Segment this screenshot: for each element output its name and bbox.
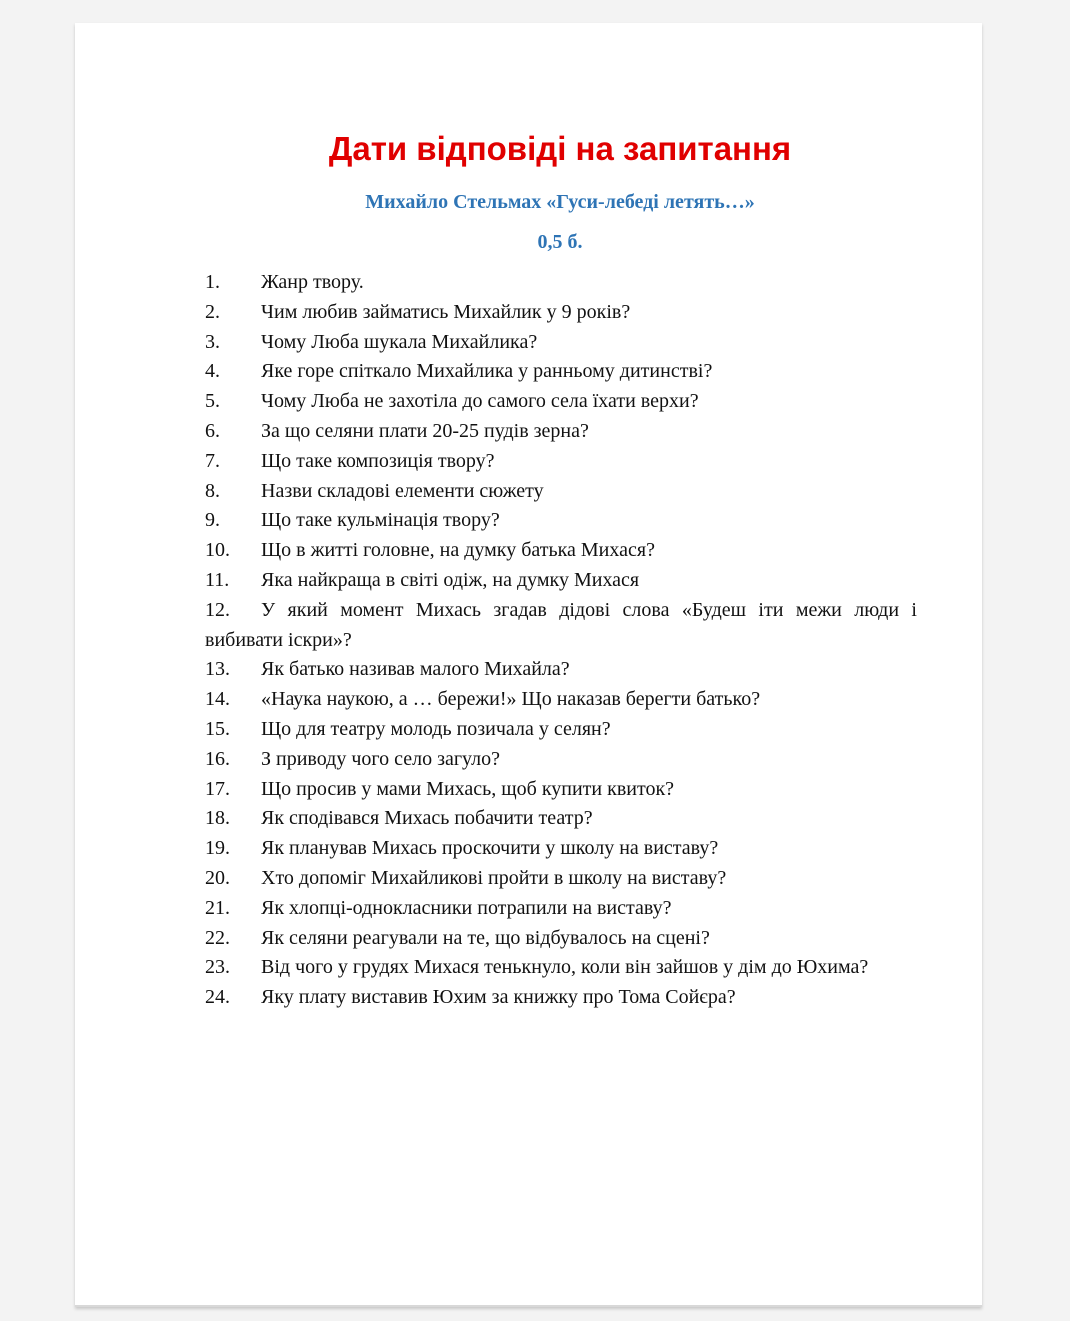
list-item xyxy=(205,477,917,507)
question-number: 22. xyxy=(205,926,230,949)
question-number: 12. xyxy=(205,598,230,621)
list-item xyxy=(205,864,917,894)
question-number: 21. xyxy=(205,896,230,919)
question-text: Хто допоміг Михайликові пройти в школу на виставу? xyxy=(261,866,727,889)
question-text: Як батько називав малого Михайла? xyxy=(261,658,570,681)
question-text: Яку плату виставив Юхим за книжку про Тома Сойєра? xyxy=(261,986,736,1009)
list-item xyxy=(205,983,917,1013)
question-number: 11. xyxy=(205,568,230,591)
list-item xyxy=(205,834,917,864)
question-number: 4. xyxy=(205,360,220,383)
question-number: 3. xyxy=(205,330,220,353)
question-number: 8. xyxy=(205,479,220,502)
question-text: Яка найкраща в світі одіж, на думку Михася xyxy=(261,568,640,591)
list-item xyxy=(205,596,917,656)
page-title: Дати відповіді на запитання xyxy=(328,130,792,167)
page-subtitle: Михайло Стельмах «Гуси-лебеді летять…» xyxy=(365,191,755,213)
question-number: 17. xyxy=(205,777,230,800)
list-item xyxy=(205,417,917,447)
question-text: Що в житті головне, на думку батька Михася? xyxy=(261,539,655,562)
questions-list xyxy=(205,268,917,1013)
question-text: Як селяни реагували на те, що відбувалось на сцені? xyxy=(261,926,710,949)
list-item xyxy=(205,685,917,715)
question-number: 9. xyxy=(205,509,220,532)
list-item xyxy=(205,804,917,834)
question-text: Як хлопці-однокласники потрапили на виставу? xyxy=(261,896,672,919)
list-item xyxy=(205,387,917,417)
question-number: 23. xyxy=(205,956,230,979)
list-item xyxy=(205,655,917,685)
list-item xyxy=(205,298,917,328)
question-number: 10. xyxy=(205,539,230,562)
question-number: 24. xyxy=(205,986,230,1009)
question-text: Чому Люба шукала Михайлика? xyxy=(261,330,538,353)
question-text: Чому Люба не захотіла до самого села їхати верхи? xyxy=(261,390,699,413)
question-number: 6. xyxy=(205,419,220,442)
question-text: За що селяни плати 20-25 пудів зерна? xyxy=(261,419,589,442)
question-number: 19. xyxy=(205,837,230,860)
list-item xyxy=(205,536,917,566)
list-item xyxy=(205,745,917,775)
list-item xyxy=(205,566,917,596)
list-item xyxy=(205,328,917,358)
document-page xyxy=(75,23,982,1307)
question-text: Що таке кульмінація твору? xyxy=(261,509,500,532)
question-number: 2. xyxy=(205,300,220,323)
question-text: У який момент Михась згадав дідові слова «Будеш іти межи люди і вибивати іскри»? xyxy=(205,598,917,651)
question-text: З приводу чого село загуло? xyxy=(261,747,501,770)
list-item xyxy=(205,447,917,477)
list-item xyxy=(205,894,917,924)
list-item xyxy=(205,953,917,983)
question-text: Назви складові елементи сюжету xyxy=(261,479,544,502)
question-number: 7. xyxy=(205,449,220,472)
list-item xyxy=(205,715,917,745)
question-text: Від чого у грудях Михася тенькнуло, коли він зайшов у дім до Юхима? xyxy=(261,956,869,979)
question-number: 18. xyxy=(205,807,230,830)
question-text: «Наука наукою, а … бережи!» Що наказав берегти батько? xyxy=(261,688,761,711)
question-text: Як сподівався Михась побачити театр? xyxy=(261,807,593,830)
question-text: Як планував Михась проскочити у школу на виставу? xyxy=(261,837,719,860)
question-number: 20. xyxy=(205,866,230,889)
list-item xyxy=(205,268,917,298)
question-number: 15. xyxy=(205,717,230,740)
list-item xyxy=(205,357,917,387)
list-item xyxy=(205,924,917,954)
list-item xyxy=(205,775,917,805)
question-text: Яке горе спіткало Михайлика у ранньому дитинстві? xyxy=(261,360,713,383)
question-number: 16. xyxy=(205,747,230,770)
question-number: 1. xyxy=(205,271,220,293)
question-number: 13. xyxy=(205,658,230,681)
question-number: 5. xyxy=(205,390,220,413)
question-text: Чим любив займатись Михайлик у 9 років? xyxy=(261,300,631,323)
points-label: 0,5 б. xyxy=(537,231,583,253)
question-text: Що для театру молодь позичала у селян? xyxy=(261,717,611,740)
list-item xyxy=(205,506,917,536)
question-text: Жанр твору. xyxy=(261,271,364,293)
question-text: Що таке композиція твору? xyxy=(261,449,495,472)
question-text: Що просив у мами Михась, щоб купити квиток? xyxy=(261,777,675,800)
question-number: 14. xyxy=(205,688,230,711)
